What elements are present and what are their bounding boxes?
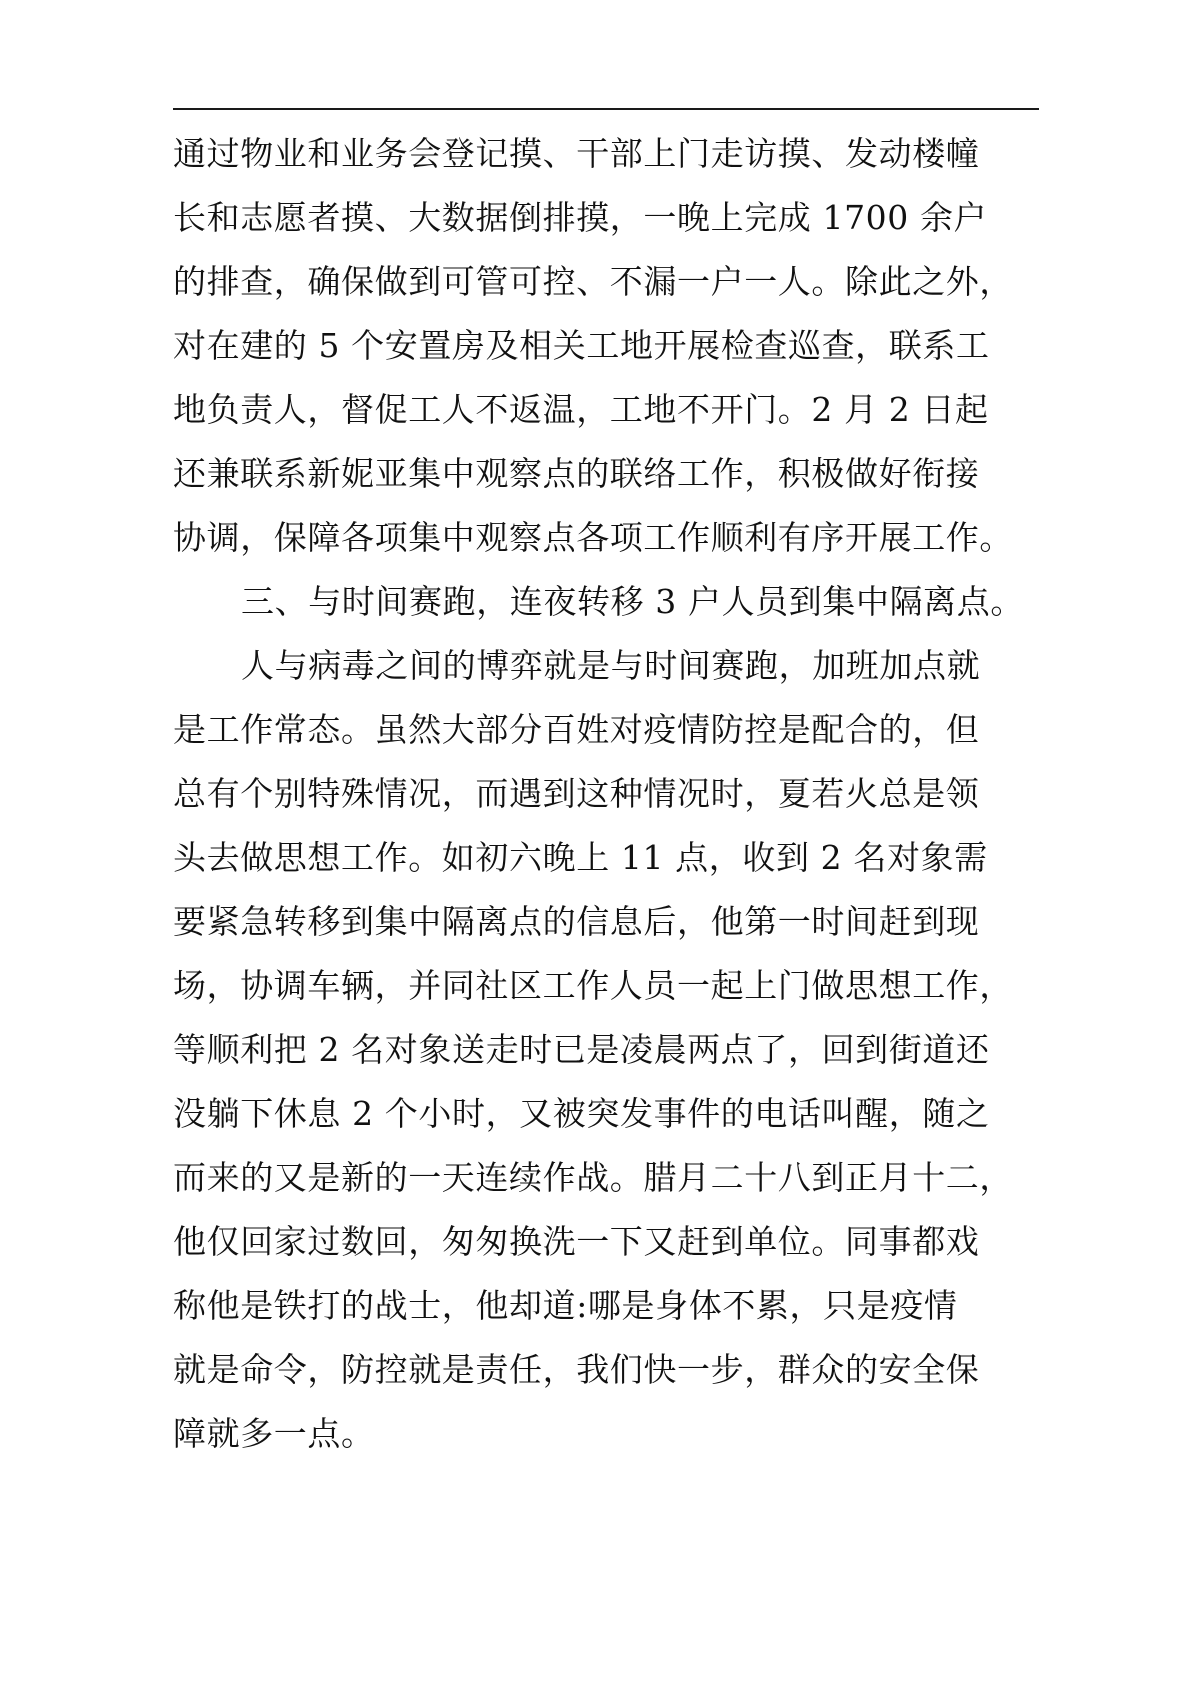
text-line: 就是命令，防控就是责任，我们快一步，群众的安全保	[173, 1350, 980, 1389]
text-line: 称他是铁打的战士，他却道:哪是身体不累，只是疫情	[173, 1286, 958, 1325]
text-line: 头去做思想工作。如初六晚上 11 点，收到 2 名对象需	[173, 838, 988, 877]
text-line: 还兼联系新妮亚集中观察点的联络工作，积极做好衔接	[173, 454, 980, 493]
text-line: 通过物业和业务会登记摸、干部上门走访摸、发动楼幢	[173, 134, 980, 173]
text-line: 障就多一点。	[173, 1414, 375, 1453]
text-line: 等顺利把 2 名对象送走时已是凌晨两点了，回到街道还	[173, 1030, 990, 1069]
text-line: 长和志愿者摸、大数据倒排摸，一晚上完成 1700 余户	[173, 198, 988, 237]
text-line: 没躺下休息 2 个小时，又被突发事件的电话叫醒，随之	[173, 1094, 990, 1133]
text-line: 场，协调车辆，并同社区工作人员一起上门做思想工作，	[173, 966, 1013, 1005]
text-line: 总有个别特殊情况，而遇到这种情况时，夏若火总是领	[173, 774, 980, 813]
text-line: 对在建的 5 个安置房及相关工地开展检查巡查，联系工	[173, 326, 990, 365]
text-line: 是工作常态。虽然大部分百姓对疫情防控是配合的，但	[173, 710, 980, 749]
section-heading: 三、与时间赛跑，连夜转移 3 户人员到集中隔离点。	[241, 582, 1024, 621]
text-line: 的排查，确保做到可管可控、不漏一户一人。除此之外，	[173, 262, 1013, 301]
text-line: 要紧急转移到集中隔离点的信息后，他第一时间赶到现	[173, 902, 980, 941]
text-line: 地负责人，督促工人不返温，工地不开门。2 月 2 日起	[173, 390, 989, 429]
text-line: 他仅回家过数回，匆匆换洗一下又赶到单位。同事都戏	[173, 1222, 980, 1261]
document-body	[173, 122, 1043, 1466]
text-line: 协调，保障各项集中观察点各项工作顺利有序开展工作。	[173, 518, 1013, 557]
header-rule	[173, 108, 1039, 110]
text-line: 而来的又是新的一天连续作战。腊月二十八到正月十二，	[173, 1158, 1013, 1197]
paragraph-first-line: 人与病毒之间的博弈就是与时间赛跑，加班加点就	[241, 646, 981, 685]
